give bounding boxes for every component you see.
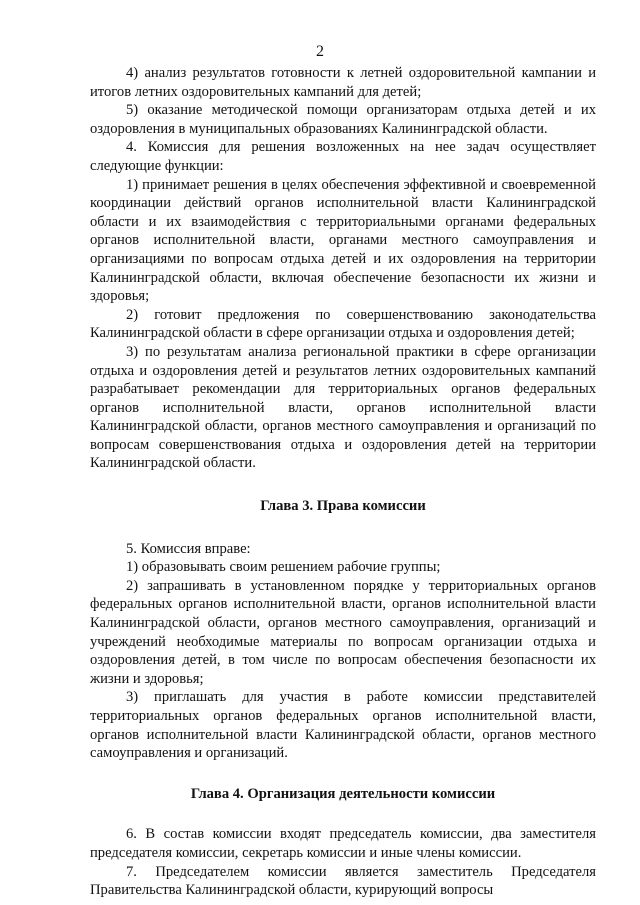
- paragraph-subclause-1: 1) принимает решения в целях обеспечения эффективной и своевременной координации действий органов исполнительной власти Калининградской области и их взаимодействия с территориальными органами федеральных органов исполнительной власти, органами местного самоуправления и организациями по вопросам отдыха детей и их оздоровления на территории Калининградской области, включая обеспечение безопасности их жизни и здоровья;: [90, 176, 596, 305]
- paragraph-clause-7: 7. Председателем комиссии является заместитель Председателя Правительства Калининградской области, курирующий вопросы: [90, 863, 596, 899]
- spacer: [90, 803, 596, 825]
- chapter-4-heading: Глава 4. Организация деятельности комиссии: [190, 785, 496, 802]
- page-number: 2: [316, 43, 324, 60]
- paragraph-right-2: 2) запрашивать в установленном порядке у территориальных органов федеральных органов исполнительной власти, органов исполнительной власти Калининградской области, органов местного самоуправления, организаций и учреждений необходимые материалы по вопросам организации отдыха и оздоровления детей, в том числе по вопросам обеспечения безопасности их жизни и здоровья;: [90, 577, 596, 687]
- paragraph-right-1: 1) образовывать своим решением рабочие группы;: [126, 559, 441, 576]
- paragraph-clause-5: 5. Комиссия вправе:: [126, 540, 251, 557]
- spacer: [90, 516, 596, 540]
- paragraph-clause-6: 6. В состав комиссии входят председатель комиссии, два заместителя председателя комиссии, секретарь комиссии и иные члены комиссии.: [90, 826, 596, 861]
- paragraph-right-3: 3) приглашать для участия в работе комиссии представителей территориальных органов федеральных органов исполнительной власти, органов исполнительной власти Калининградской области, органов местного самоуправления и организаций.: [90, 689, 596, 762]
- paragraph-clause-4: 4. Комиссия для решения возложенных на нее задач осуществляет следующие функции:: [90, 139, 596, 174]
- chapter-3-heading: Глава 3. Права комиссии: [260, 498, 426, 515]
- paragraph-function-5: 5) оказание методической помощи организаторам отдыха детей и их оздоровления в муниципальных образованиях Калининградской области.: [90, 102, 596, 137]
- paragraph-subclause-2: 2) готовит предложения по совершенствованию законодательства Калининградской области в сфере организации отдыха и оздоровления детей;: [90, 306, 596, 342]
- spacer: [90, 763, 596, 785]
- document-body: [90, 64, 596, 900]
- paragraph-function-4: 4) анализ результатов готовности к летней оздоровительной кампании и итогов летних оздоровительных кампаний для детей;: [90, 65, 596, 100]
- paragraph-subclause-3: 3) по результатам анализа региональной практики в сфере организации отдыха и оздоровления детей и результатов летних оздоровительных кампаний разрабатывает рекомендации для территориальных органов федеральных органов исполнительной власти, органов исполнительной власти Калининградской области, органов местного самоуправления и организаций по вопросам совершенствования отдыха и оздоровления детей на территории Калининградской области.: [90, 343, 596, 472]
- spacer: [90, 473, 596, 497]
